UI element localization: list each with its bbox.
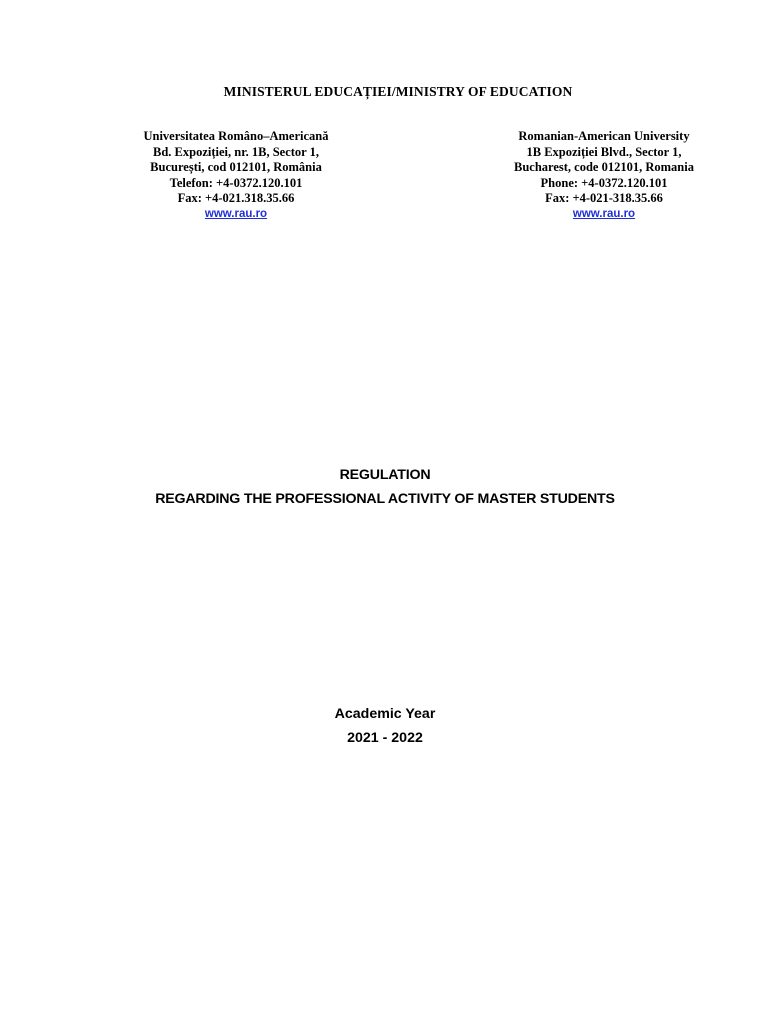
- academic-year-label: Academic Year: [334, 706, 436, 722]
- university-name-ro: Universitatea Româno–Americană: [143, 129, 329, 143]
- website-link-ro[interactable]: www.rau.ro: [204, 207, 268, 220]
- city-address-en: Bucharest, code 012101, Romania: [514, 160, 694, 174]
- ministry-header: MINISTERUL EDUCAȚIEI/MINISTRY OF EDUCATION: [223, 84, 573, 99]
- phone-en: Phone: +4-0372.120.101: [540, 175, 668, 190]
- title-line-regulation: REGULATION: [339, 467, 431, 483]
- city-address-ro: București, cod 012101, România: [150, 160, 322, 174]
- website-link-en[interactable]: www.rau.ro: [572, 207, 636, 220]
- fax-en: Fax: +4-021-318.35.66: [545, 191, 663, 205]
- address-english: [460, 129, 748, 222]
- university-name-en: Romanian-American University: [518, 129, 690, 143]
- street-address-en: 1B Expoziției Blvd., Sector 1,: [526, 144, 682, 159]
- academic-year-value: 2021 - 2022: [347, 730, 423, 746]
- fax-ro: Fax: +4-021.318.35.66: [177, 191, 295, 205]
- title-line-subject: REGARDING THE PROFESSIONAL ACTIVITY OF MASTER STUDENTS: [155, 491, 615, 507]
- document-title: [0, 463, 770, 511]
- street-address-ro: Bd. Expoziției, nr. 1B, Sector 1,: [153, 144, 319, 159]
- academic-year-block: [0, 702, 770, 750]
- phone-ro: Telefon: +4-0372.120.101: [169, 175, 303, 190]
- address-romanian: [92, 129, 380, 222]
